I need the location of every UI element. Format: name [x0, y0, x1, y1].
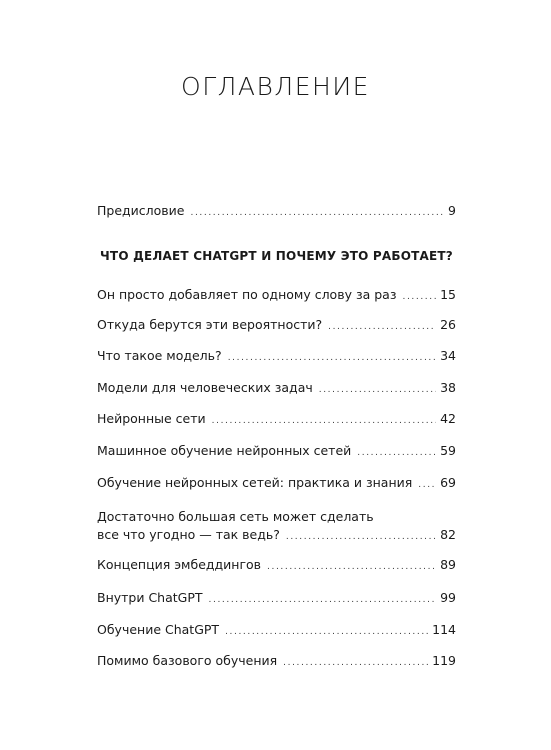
toc-entry[interactable] [97, 589, 456, 609]
toc-entry-page: 34 [440, 348, 456, 363]
toc-entry-title: все что угодно — так ведь? [97, 527, 280, 542]
toc-entry-title: Нейронные сети [97, 411, 206, 426]
toc-entry-page: 82 [440, 527, 456, 542]
toc-entry-title: Концепция эмбеддингов [97, 557, 262, 572]
toc-entry-line [97, 526, 456, 546]
toc-entry-page: 89 [440, 557, 456, 572]
dot-leader [212, 412, 436, 430]
page-title: ОГЛАВЛЕНИЕ [181, 72, 370, 101]
toc-entry-page: 15 [440, 287, 456, 302]
dot-leader [283, 654, 428, 672]
toc-entry[interactable] [97, 286, 456, 306]
toc-entry[interactable] [97, 621, 456, 641]
toc-entry-page: 26 [440, 317, 456, 332]
toc-entry-multiline[interactable] [97, 508, 456, 546]
dot-leader [228, 349, 436, 367]
toc-entry[interactable] [97, 556, 456, 576]
toc-entry[interactable] [97, 474, 456, 494]
toc-entry-line [97, 410, 456, 430]
toc-entry-page: 99 [440, 590, 456, 605]
toc-entry-line [97, 379, 456, 399]
toc-entry-line [97, 316, 456, 336]
toc-entry-title: Помимо базового обучения [97, 653, 278, 668]
toc-entry-line [97, 474, 456, 494]
toc-entry[interactable] [97, 316, 456, 336]
toc-entry-line [97, 442, 456, 462]
toc-entry-line [97, 589, 456, 609]
dot-leader [190, 204, 444, 222]
dot-leader [357, 444, 436, 462]
toc-entry-title: Внутри ChatGPT [97, 590, 203, 605]
dot-leader [418, 476, 436, 494]
toc-entry-page: 42 [440, 411, 456, 426]
toc-entry-page: 59 [440, 443, 456, 458]
dot-leader [286, 528, 436, 546]
part-heading: ЧТО ДЕЛАЕТ CHATGPT И ПОЧЕМУ ЭТО РАБОТАЕТ? [100, 249, 453, 263]
toc-entry[interactable] [97, 652, 456, 672]
toc-entry[interactable] [97, 347, 456, 367]
toc-entry-title: Обучение ChatGPT [97, 622, 220, 637]
toc-entry-preface[interactable] [97, 202, 456, 222]
dot-leader [319, 381, 436, 399]
toc-entry[interactable] [97, 410, 456, 430]
dot-leader [267, 558, 436, 576]
toc-entry-line [97, 286, 456, 306]
toc-entry-line [97, 202, 456, 222]
toc-entry-line [97, 621, 456, 641]
toc-entry-page: 114 [432, 622, 456, 637]
toc-entry-title: Обучение нейронных сетей: практика и знания [97, 475, 413, 490]
toc-entry-page: 69 [440, 475, 456, 490]
toc-entry-page: 38 [440, 380, 456, 395]
toc-entry-title: Предисловие [97, 203, 185, 218]
toc-entry-title: Модели для человеческих задач [97, 380, 313, 395]
toc-entry[interactable] [97, 442, 456, 462]
toc-entry-page: 9 [448, 203, 456, 218]
toc-entry-title: Машинное обучение нейронных сетей [97, 443, 352, 458]
toc-entry-line [97, 652, 456, 672]
dot-leader [225, 623, 428, 641]
toc-entry-line [97, 347, 456, 367]
toc-entry-line [97, 556, 456, 576]
dot-leader [328, 318, 436, 336]
toc-entry-page: 119 [432, 653, 456, 668]
toc-entry-title-line1: Достаточно большая сеть может сделать [97, 509, 374, 524]
toc-entry-title: Откуда берутся эти вероятности? [97, 317, 323, 332]
dot-leader [402, 288, 436, 306]
toc-entry-title: Он просто добавляет по одному слову за раз [97, 287, 397, 302]
toc-entry[interactable] [97, 379, 456, 399]
toc-entry-title: Что такое модель? [97, 348, 222, 363]
dot-leader [209, 591, 437, 609]
